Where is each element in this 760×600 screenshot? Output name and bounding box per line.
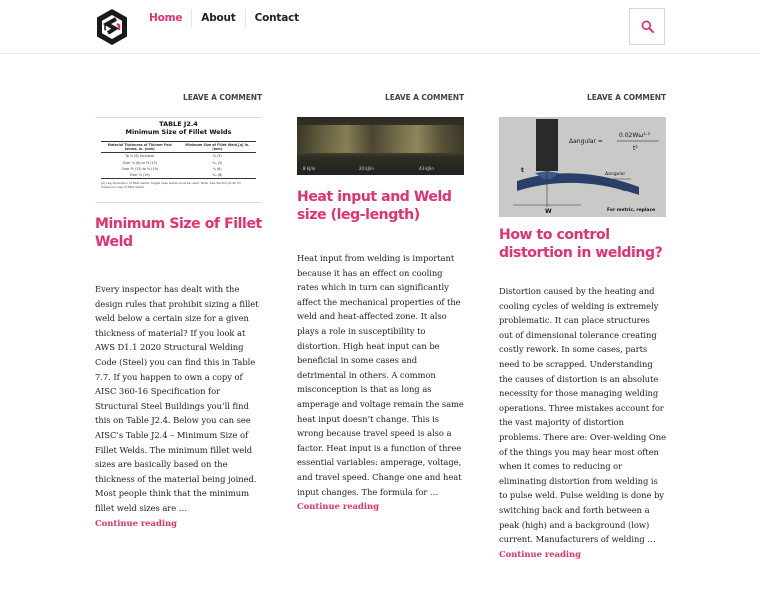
post-title[interactable]: How to control distortion in welding? bbox=[499, 227, 663, 261]
weld-bead-image bbox=[297, 125, 464, 153]
continue-reading-link[interactable]: Continue reading bbox=[499, 548, 581, 559]
table-cell: Over ½ (13) to ¾ (19) bbox=[121, 166, 158, 171]
leave-comment-link[interactable]: LEAVE A COMMENT bbox=[183, 93, 262, 102]
table-cell: ⅛ (3) bbox=[212, 154, 222, 159]
label-delta: Δangular bbox=[605, 172, 626, 177]
table-note: [a] Leg dimension of fillet welds. Single pass welds must be used. Note: See Section J2.2b for maximum size of fillet welds. bbox=[101, 181, 242, 190]
post-excerpt: Every inspector has dealt with the design rules that prohibit sizing a fillet weld below a certain size for a given thickness of material? If you look at AWS D1.1 2020 Structural Welding Code (Steel) you can find this in Table 7.7. If you happen to own a copy of AISC 360-16 Specification for Structural Steel Buildings you’ll find this on Table J2.4. Below you can see AISC’s Table J2.4 – Minimum Size of Fillet Welds. The minimum fillet weld sizes are basically based on the thickness of the material being joined. Most people think that the minimum fillet weld sizes are … bbox=[95, 284, 259, 513]
table-subheading: Minimum Size of Fillet Welds bbox=[125, 128, 232, 136]
post-title[interactable]: Minimum Size of Fillet Weld bbox=[95, 216, 262, 250]
label-w: W bbox=[545, 208, 552, 215]
diagram-note: For metric, replace bbox=[607, 208, 656, 213]
post-card bbox=[95, 92, 262, 530]
table-cell: ¼ (6) bbox=[212, 166, 222, 171]
distortion-diagram bbox=[499, 117, 666, 217]
continue-reading-link[interactable]: Continue reading bbox=[297, 501, 379, 512]
post-excerpt: Heat input from welding is important because it has an effect on cooling rates which in turn can significantly affect the mechanical properties of the weld and heat-affected zone. It also plays a role in susceptibility to distortion. High heat input can be beneficial in some cases and detrimental in others. A common misconception is that as long as amperage and voltage remain the same heat input doesn’t change. This is wrong because travel speed is also a factor. Heat input is a function of three essential variables: amperage, voltage, and travel speed. Change one and heat input changes. The formula for … bbox=[297, 253, 464, 497]
site-header bbox=[0, 0, 760, 54]
table-heading: TABLE J2.4 bbox=[159, 120, 198, 128]
nav-about-link[interactable]: About bbox=[192, 9, 245, 27]
continue-reading-link[interactable]: Continue reading bbox=[95, 517, 177, 528]
formula-numerator: 0.02Wω¹·³ bbox=[619, 132, 651, 139]
formula-left: Δangular = bbox=[569, 138, 603, 145]
nav-contact-link[interactable]: Contact bbox=[254, 12, 299, 24]
search-icon bbox=[641, 20, 654, 33]
post-card bbox=[499, 92, 666, 561]
search-button[interactable] bbox=[629, 8, 665, 45]
photo-label: 8 kJ/in bbox=[303, 166, 316, 171]
photo-label: 43 kJ/in bbox=[419, 166, 434, 171]
post-title[interactable]: Heat input and Weld size (leg-length) bbox=[297, 189, 452, 223]
post-thumbnail-weld-photo[interactable] bbox=[297, 117, 464, 175]
fillet-size-table bbox=[101, 141, 256, 179]
leave-comment-link[interactable]: LEAVE A COMMENT bbox=[587, 93, 666, 102]
photo-label: 20 kJ/in bbox=[359, 166, 374, 171]
table-cell: ³⁄₁₆ (5) bbox=[212, 160, 223, 165]
nav-home-link[interactable]: Home bbox=[140, 9, 192, 27]
table-col-header: Material Thickness of Thinner Part Joined, in. (mm) bbox=[101, 142, 179, 153]
site-logo[interactable] bbox=[95, 8, 129, 46]
leave-comment-link[interactable]: LEAVE A COMMENT bbox=[385, 93, 464, 102]
table-cell: To ¼ (6) inclusive bbox=[125, 154, 155, 159]
table-cell: Over ¾ (19) bbox=[129, 173, 150, 178]
post-excerpt: Distortion caused by the heating and cooling cycles of welding is extremely problematic. It can place structures out of dimensional tolerance creating costly rework. In some cases, parts need to be scrapped. Understanding the causes of distortion is an absolute necessity for those managing welding operations. Three mistakes account for the vast majority of distortion problems. There are: Over-welding One of the things you may hear most often when it comes to reducing or eliminating distortion from welding is to pulse weld. Pulse welding is done by switching back and forth between a peak (high) and a background (low) current. Manufacturers of welding … bbox=[499, 286, 666, 545]
post-thumbnail-distortion-diagram[interactable] bbox=[499, 117, 666, 217]
formula-denominator: t² bbox=[633, 145, 638, 152]
table-col-header: Minimum Size of Fillet Weld,[a] in. (mm) bbox=[179, 142, 257, 153]
main-nav bbox=[140, 0, 308, 36]
table-cell: Over ¼ (6) to ½ (13) bbox=[122, 160, 157, 165]
label-t: t bbox=[521, 167, 524, 174]
post-thumbnail-table[interactable] bbox=[95, 117, 262, 203]
post-card bbox=[297, 92, 464, 514]
table-cell: ⁵⁄₁₆ (8) bbox=[212, 173, 223, 178]
